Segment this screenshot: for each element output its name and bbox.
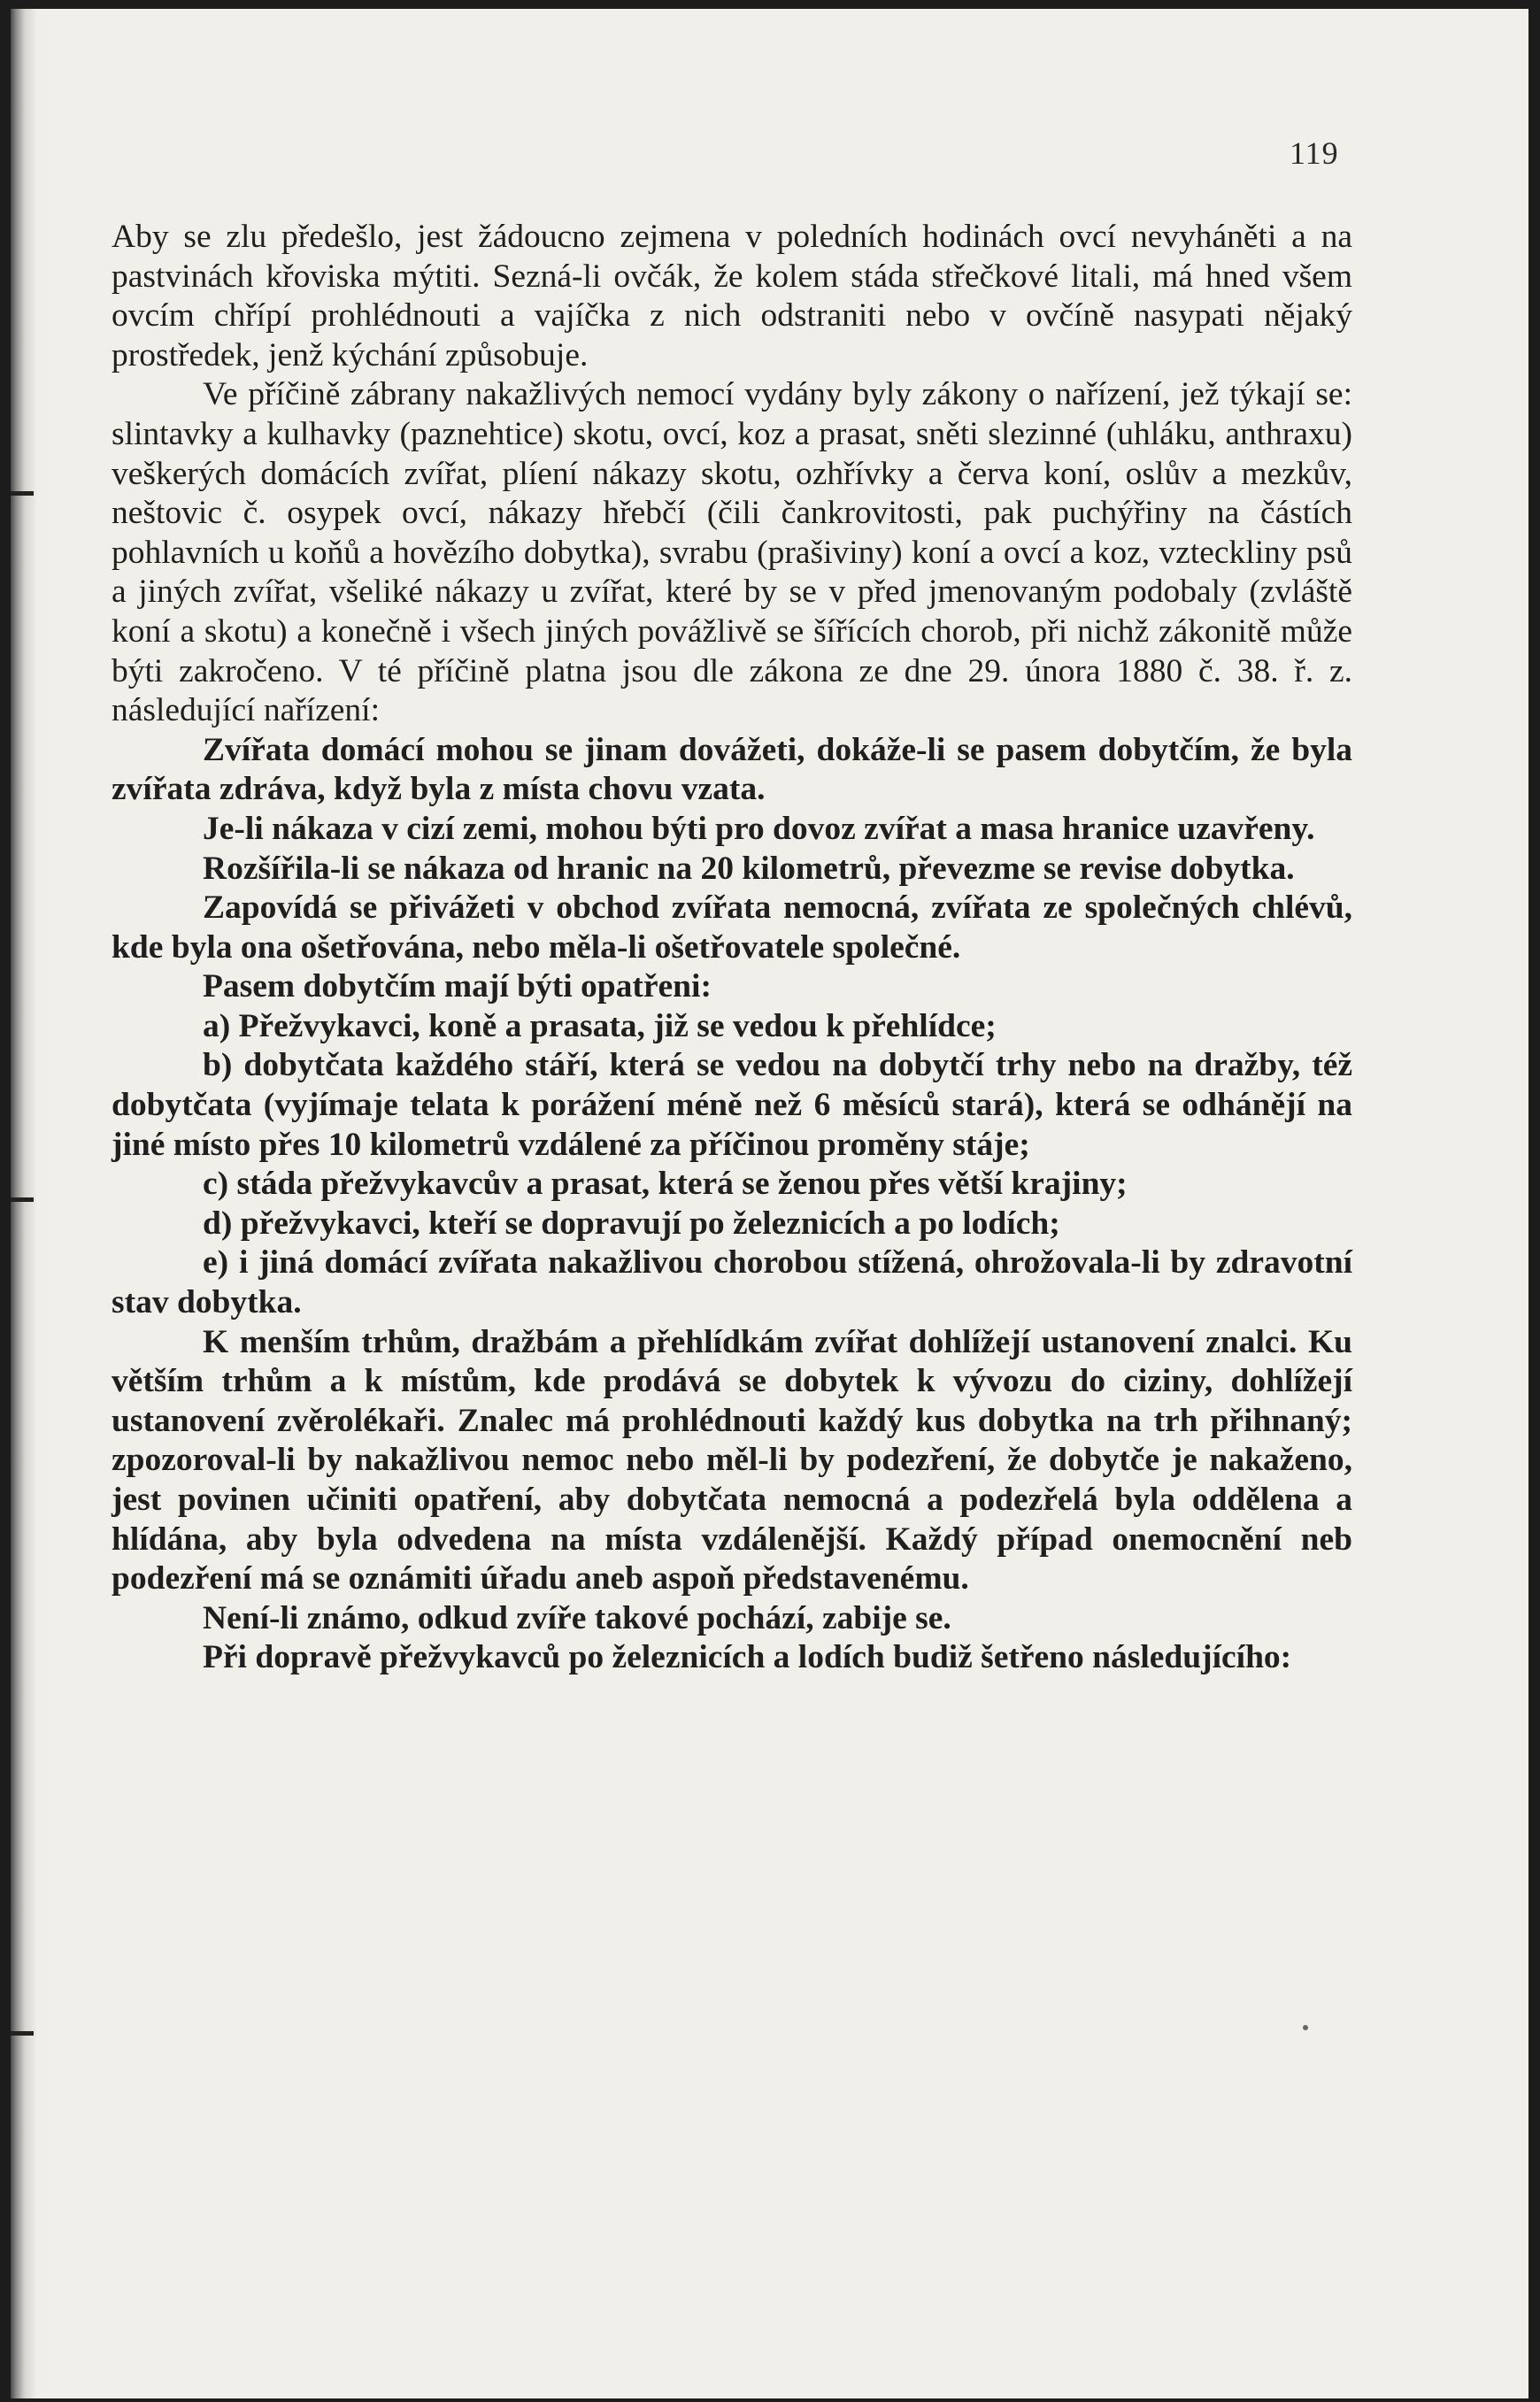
list-item: e) i jiná domácí zvířata nakažlivou chorobou stížená, ohrožovala-li by zdravotní stav dobytka. (112, 1244, 1352, 1321)
paragraph: Je-li nákaza v cizí zemi, mohou býti pro dovoz zvířat a masa hranice uzavřeny. (203, 810, 1315, 847)
margin-mark (11, 491, 34, 496)
paragraph: Zvířata domácí mohou se jinam dovážeti, dokáže-li se pasem dobytčím, že byla zvířata zdráva, když byla z místa chovu vzata. (112, 731, 1352, 808)
paragraph: Aby se zlu předešlo, jest žádoucno zejmena v poledních hodinách ovcí nevyháněti a na pastvinách křoviska mýtiti. Sezná-li ovčák, že kolem stáda střečkové litali, má hned všem ovcím chřípí prohlédnouti a vajíčka z nich odstraniti nebo v ovčíně nasypati nějaký prostředek, jenž kýchání způsobuje. (112, 219, 1352, 373)
body-text (112, 218, 1352, 1678)
list-item: b) dobytčata každého stáří, která se vedou na dobytčí trhy nebo na dražby, též dobytčata (vyjímaje telata k porážení méně než 6 měsíců stará), která se odhánějí na jiné místo přes 10 kilometrů vzdálené za příčinou proměny stáje; (112, 1047, 1352, 1163)
paragraph: Rozšířila-li se nákaza od hranic na 20 kilometrů, převezme se revise dobytka. (203, 850, 1295, 887)
paragraph: Ve příčině zábrany nakažlivých nemocí vydány byly zákony o nařízení, jež týkají se: slintavky a kulhavky (paznehtice) skotu, ovcí, koz a prasat, sněti slezinné (uhláku, anthraxu) veškerých domácích zvířat, plíení nákazy skotu, ozhřívky a červa koní, oslův a mezkův, neštovic č. osypek ovcí, nákazy hřebčí (čili čankrovitosti, pak puchýřiny na částích pohlavních u koňů a hovězího dobytka), svrabu (prašiviny) koní a ovcí a koz, vzteckliny psů a jiných zvířat, všeliké nákazy u zvířat, které by se v před jmenovaným podobaly (zvláště koní a skotu) a konečně i všech jiných povážlivě se šířících chorob, při nichž zákonitě může býti zakročeno. V té příčině platna jsou dle zákona ze dne 29. února 1880 č. 38. ř. z. následující nařízení: (112, 376, 1352, 729)
margin-mark (11, 2031, 34, 2036)
paragraph: Při dopravě přežvykavců po železnicích a lodích budiž šetřeno následujícího: (203, 1639, 1292, 1676)
paragraph: Není-li známo, odkud zvíře takové pochází, zabije se. (203, 1599, 951, 1636)
paragraph: Pasem dobytčím mají býti opatřeni: (203, 968, 712, 1005)
print-speck (1303, 2025, 1308, 2030)
paragraph: K menším trhům, dražbám a přehlídkám zvířat dohlížejí ustanovení znalci. Ku větším trhům a k místům, kde prodává se dobytek k vývozu do ciziny, dohlížejí ustanovení zvěrolékaři. Znalec má prohlédnouti každý kus dobytka na trh přihnaný; zpozoroval-li by nakažlivou nemoc nebo měl-li by podezření, že dobytče je nakaženo, jest povinen učiniti opatření, aby dobytčata nemocná a podezřelá byla oddělena a hlídána, aby byla odvedena na místa vzdálenější. Každý případ onemocnění neb podezření má se oznámiti úřadu aneb aspoň představenému. (112, 1323, 1352, 1597)
list-item: d) přežvykavci, kteří se dopravují po železnicích a po lodích; (203, 1205, 1060, 1242)
page-binding-edge (11, 9, 37, 2398)
paragraph: Zapovídá se přivážeti v obchod zvířata nemocná, zvířata ze společných chlévů, kde byla ona ošetřována, nebo měla-li ošetřovatele společné. (112, 889, 1352, 966)
list-item: c) stáda přežvykavcův a prasat, která se ženou přes větší krajiny; (203, 1166, 1128, 1203)
margin-mark (11, 1197, 34, 1202)
list-item: a) Přežvykavci, koně a prasata, již se vedou k přehlídce; (203, 1007, 997, 1044)
page-number: 119 (1290, 135, 1339, 171)
book-page (11, 9, 1528, 2398)
